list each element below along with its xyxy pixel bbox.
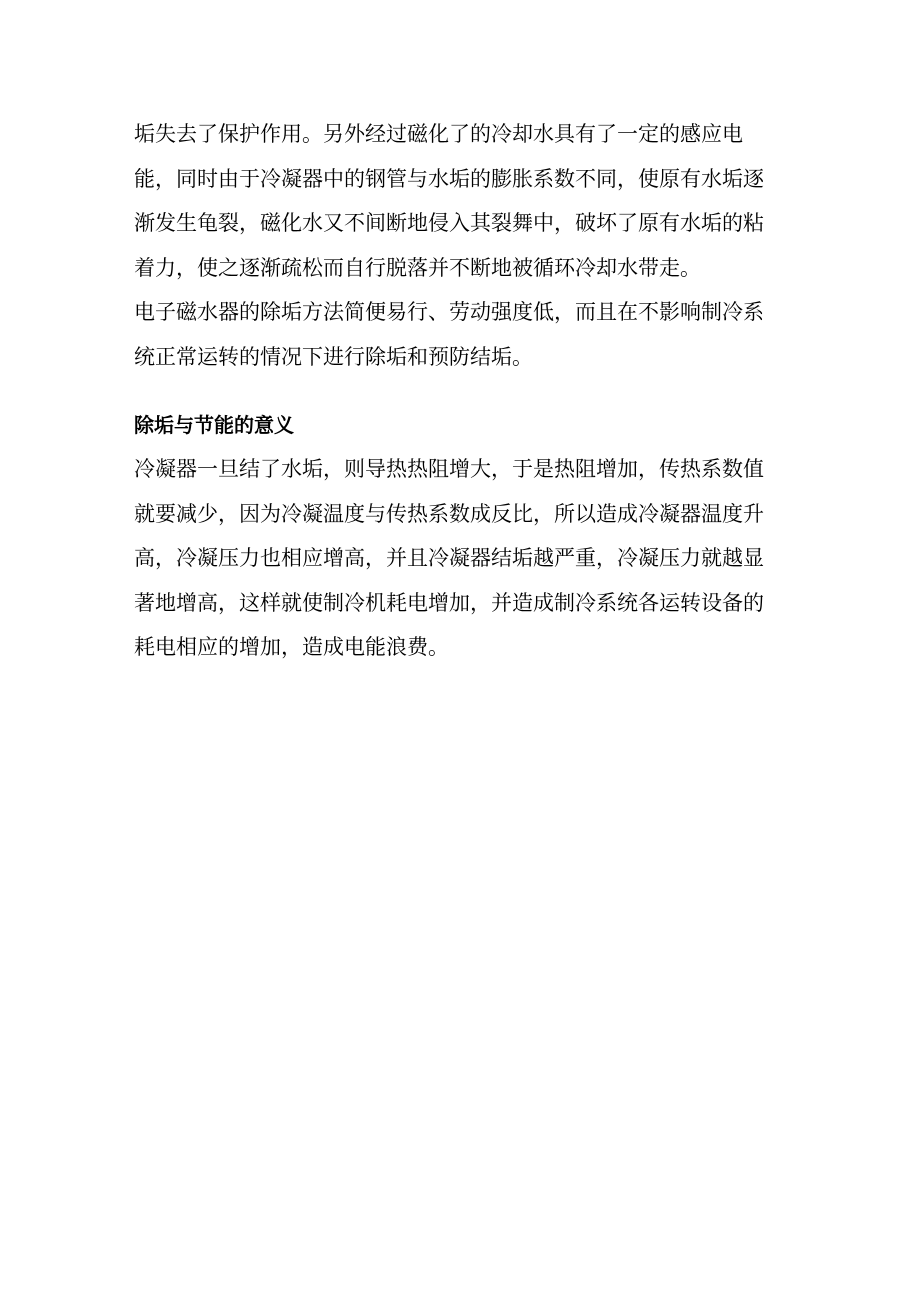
text-line: 垢失去了保护作用。另外经过磁化了的冷却水具有了一定的感应电 bbox=[134, 122, 743, 146]
text-line: 冷凝器一旦结了水垢，则导热热阻增大，于是热阻增加，传热系数值 bbox=[134, 457, 764, 481]
text-line: 就要减少，因为冷凝温度与传热系数成反比，所以造成冷凝器温度升 bbox=[134, 501, 764, 526]
paragraph-magnetized-water bbox=[134, 112, 794, 290]
paragraph-energy-saving bbox=[134, 447, 794, 670]
paragraph-spacer bbox=[134, 379, 794, 403]
text-line: 能，同时由于冷凝器中的钢管与水垢的膨胀系数不同，使原有水垢逐 bbox=[134, 166, 764, 191]
text-line: 高，冷凝压力也相应增高，并且冷凝器结垢越严重，冷凝压力就越显 bbox=[134, 546, 764, 570]
paragraph-descaling-method bbox=[134, 290, 794, 379]
text-line: 统正常运转的情况下进行除垢和预防结垢。 bbox=[134, 344, 533, 369]
document-body bbox=[134, 112, 794, 670]
text-line: 着力，使之逐渐疏松而自行脱落并不断地被循环冷却水带走。 bbox=[134, 255, 701, 280]
section-heading: 除垢与节能的意义 bbox=[134, 413, 294, 437]
text-line: 著地增高，这样就使制冷机耗电增加，并造成制冷系统各运转设备的 bbox=[134, 590, 764, 615]
text-line: 电子磁水器的除垢方法简便易行、劳动强度低，而且在不影响制冷系 bbox=[134, 300, 764, 324]
text-line: 渐发生龟裂，磁化水又不间断地侵入其裂舞中，破坏了原有水垢的粘 bbox=[134, 211, 764, 235]
text-line: 耗电相应的增加，造成电能浪费。 bbox=[134, 635, 449, 659]
